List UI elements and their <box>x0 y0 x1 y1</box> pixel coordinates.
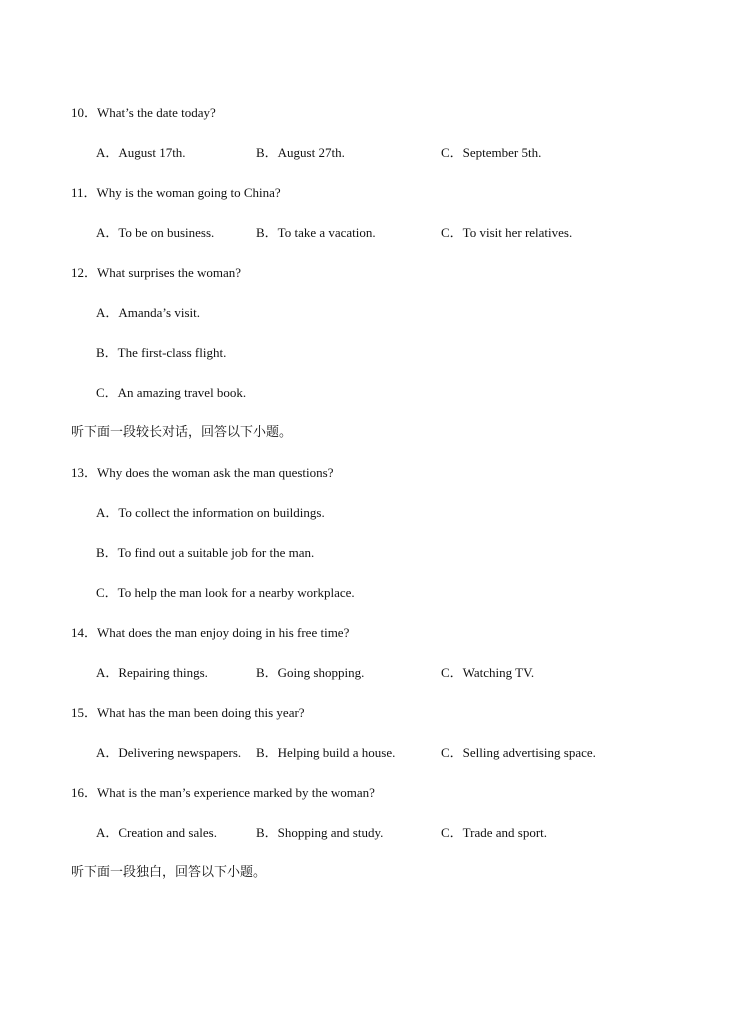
option-15-b: B．Helping build a house. <box>256 745 396 760</box>
question-13: 13．Why does the woman ask the man questions? <box>71 465 334 480</box>
question-15: 15．What has the man been doing this year? <box>71 705 305 720</box>
option-12-b: B．The first-class flight. <box>96 345 227 360</box>
option-10-a: A．August 17th. <box>96 145 186 160</box>
option-11-c: C．To visit her relatives. <box>441 225 573 240</box>
options-row-16 <box>96 825 733 841</box>
option-12-a: A．Amanda’s visit. <box>96 305 200 320</box>
options-row-10 <box>96 145 733 161</box>
option-13-c: C．To help the man look for a nearby workplace. <box>96 585 355 600</box>
option-13-b: B．To find out a suitable job for the man. <box>96 545 315 560</box>
option-15-a: A．Delivering newspapers. <box>96 745 242 760</box>
option-16-a: A．Creation and sales. <box>96 825 217 840</box>
option-10-b: B．August 27th. <box>256 145 345 160</box>
option-16-c: C．Trade and sport. <box>441 825 548 840</box>
question-14: 14．What does the man enjoy doing in his free time? <box>71 625 350 640</box>
option-11-b: B．To take a vacation. <box>256 225 376 240</box>
option-14-c: C．Watching TV. <box>441 665 535 680</box>
option-16-b: B．Shopping and study. <box>256 825 384 840</box>
option-13-a: A．To collect the information on buildings. <box>96 505 325 520</box>
option-11-a: A．To be on business. <box>96 225 215 240</box>
options-row-14 <box>96 665 733 681</box>
question-12: 12．What surprises the woman? <box>71 265 242 280</box>
option-14-a: A．Repairing things. <box>96 665 208 680</box>
option-15-c: C．Selling advertising space. <box>441 745 596 760</box>
section-heading-dialogue: 听下面一段较长对话，回答以下小题。 <box>71 425 293 440</box>
option-14-b: B．Going shopping. <box>256 665 365 680</box>
options-row-15 <box>96 745 733 761</box>
question-11: 11．Why is the woman going to China? <box>71 185 281 200</box>
question-16: 16．What is the man’s experience marked by the woman? <box>71 785 375 800</box>
question-10: 10．What’s the date today? <box>71 105 216 120</box>
section-heading-monologue: 听下面一段独白，回答以下小题。 <box>71 865 267 880</box>
option-10-c: C．September 5th. <box>441 145 542 160</box>
options-row-11 <box>96 225 733 241</box>
option-12-c: C．An amazing travel book. <box>96 385 247 400</box>
